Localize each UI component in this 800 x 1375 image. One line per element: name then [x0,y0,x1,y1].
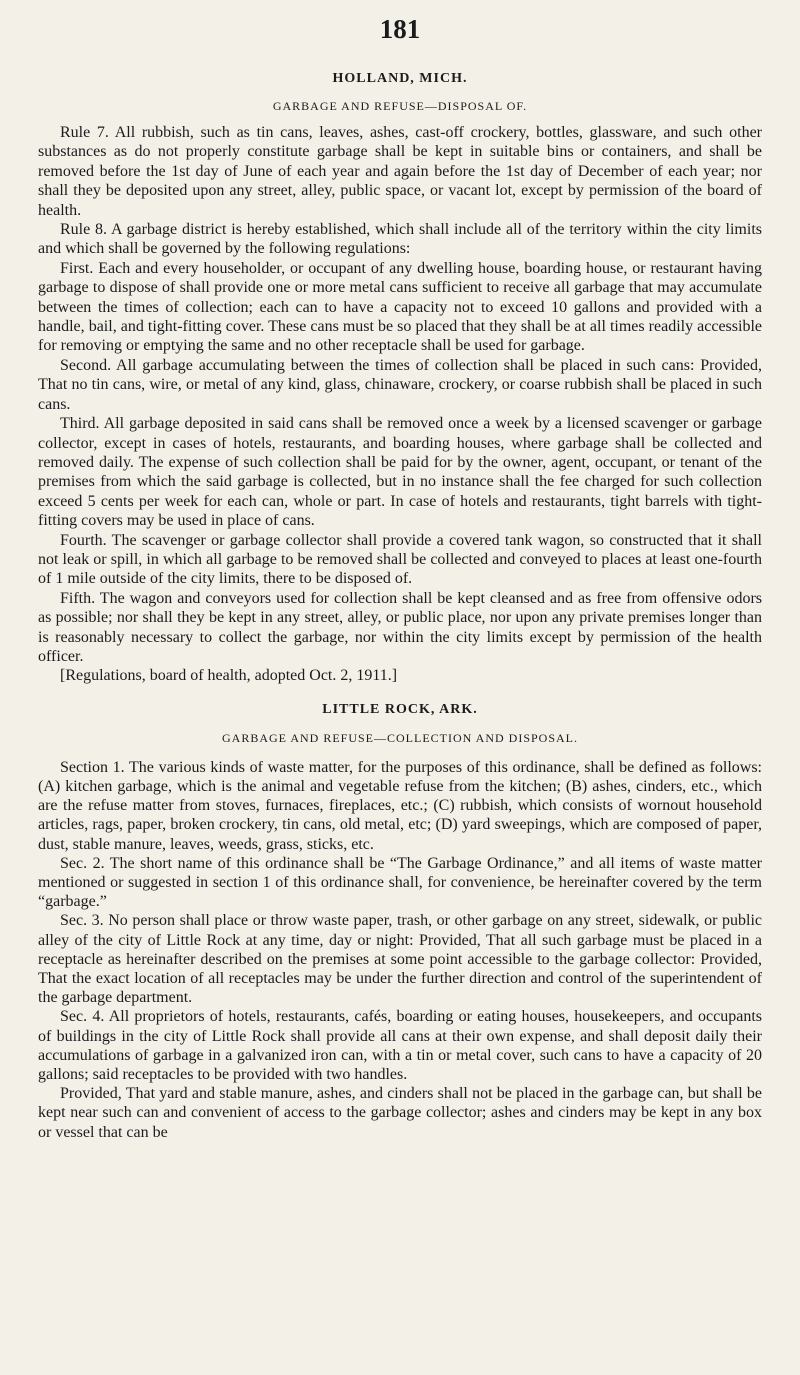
paragraph-sec-4: Sec. 4. All proprietors of hotels, restaurants, cafés, boarding or eating houses, housekeepers, and occupants of buildings in the city of Little Rock shall provide all cans at their own expense, and shall deposit daily their accumulations of garbage in a galvanized iron can, with a tin or metal cover, such cans to have a capacity of 20 gallons; said receptacles to be provided with two handles. [38,1008,762,1084]
paragraph-second: Second. All garbage accumulating between the times of collection shall be placed in such cans: Provided, That no tin cans, wire, or metal of any kind, glass, chinaware, crockery, or coarse rubbish shall be placed in such cans. [38,356,762,413]
section-subheading-little-rock: GARBAGE AND REFUSE—COLLECTION AND DISPOSAL. [221,730,579,745]
paragraph-fifth: Fifth. The wagon and conveyors used for collection shall be kept cleansed and as free from offensive odors as possible; nor shall they be kept in any street, alley, or public place, nor upon any private premises longer than is reasonably necessary to collect the garbage, nor within the city limits except by permission of the health officer. [38,589,762,665]
paragraph-regulations-note: [Regulations, board of health, adopted Oct. 2, 1911.] [60,667,398,685]
section-heading-holland: HOLLAND, MICH. [332,71,468,86]
paragraph-first: First. Each and every householder, or occupant of any dwelling house, boarding house, or restaurant having garbage to dispose of shall provide one or more metal cans sufficient to receive all garbage that may accumulate between the times of collection; each can to have a capacity not to exceed 10 gallons and provided with a handle, bail, and tight-fitting cover. These cans must be so placed that they shall be at all times readily accessible for removing or emptying the same and no other receptacle shall be used for garbage. [38,259,762,355]
paragraph-sec-3: Sec. 3. No person shall place or throw waste paper, trash, or other garbage on any street, sidewalk, or public alley of the city of Little Rock at any time, day or night: Provided, That all such garbage must be placed in a receptacle as hereinafter described on the premises at some point accessible to the garbage collector: Provided, That the exact location of all receptacles may be under the further direction and control of the superintendent of the garbage department. [38,912,762,1007]
paragraph-rule-7: Rule 7. All rubbish, such as tin cans, leaves, ashes, cast-off crockery, bottles, glassware, and such other substances as do not properly constitute garbage shall be kept in suitable bins or containers, and shall be removed before the 1st day of June of each year and again before the 1st day of December of each year; nor shall they be deposited upon any street, alley, public space, or vacant lot, except by permission of the board of health. [38,124,762,219]
little-rock-section [38,701,762,1142]
paragraph-sec-2: Sec. 2. The short name of this ordinance shall be “The Garbage Ordinance,” and all items of waste matter mentioned or suggested in section 1 of this ordinance shall, for convenience, be hereinafter covered by the term “garbage.” [38,854,762,911]
section-subheading-holland: GARBAGE AND REFUSE—DISPOSAL OF. [272,99,528,113]
paragraph-section-1: Section 1. The various kinds of waste matter, for the purposes of this ordinance, shall be defined as follows: (A) kitchen garbage, which is the animal and vegetable refuse from the kitchen; (B) ashes, cinders, etc., which are the refuse matter from stoves, furnaces, fireplaces, etc.; (C) rubbish, which consists of wornout household articles, rags, paper, broken crockery, tin cans, old metal, etc; (D) yard sweepings, which are composed of paper, dust, stable manure, leaves, weeds, grass, sticks, etc. [38,758,762,853]
paragraph-third: Third. All garbage deposited in said cans shall be removed once a week by a licensed scavenger or garbage collector, except in cases of hotels, restaurants, and boarding houses, where garbage shall be collected and removed daily. The expense of such collection shall be paid for by the owner, agent, occupant, or tenant of the premises from which the said garbage is collected, but in no instance shall the fee charged for such collection exceed 5 cents per week for each can, whole or part. In case of hotels and restaurants, tight barrels with tight-fitting covers may be used in place of cans. [38,415,762,530]
paragraph-rule-8: Rule 8. A garbage district is hereby established, which shall include all of the territory within the city limits and which shall be governed by the following regulations: [38,221,762,258]
holland-section [38,70,762,686]
section-heading-little-rock: LITTLE ROCK, ARK. [322,701,478,717]
paragraph-sec-4-proviso: Provided, That yard and stable manure, ashes, and cinders shall not be placed in the garbage can, but shall be kept near such can and convenient of access to the garbage collector; ashes and cinders may be kept in any box or vessel that can be [38,1085,762,1141]
paragraph-fourth: Fourth. The scavenger or garbage collector shall provide a covered tank wagon, so constructed that it shall not leak or spill, in which all garbage to be removed shall be collected and conveyed to places at least one-fourth of 1 mile outside of the city limits, there to be disposed of. [38,531,762,588]
page-number: 181 [379,14,421,44]
